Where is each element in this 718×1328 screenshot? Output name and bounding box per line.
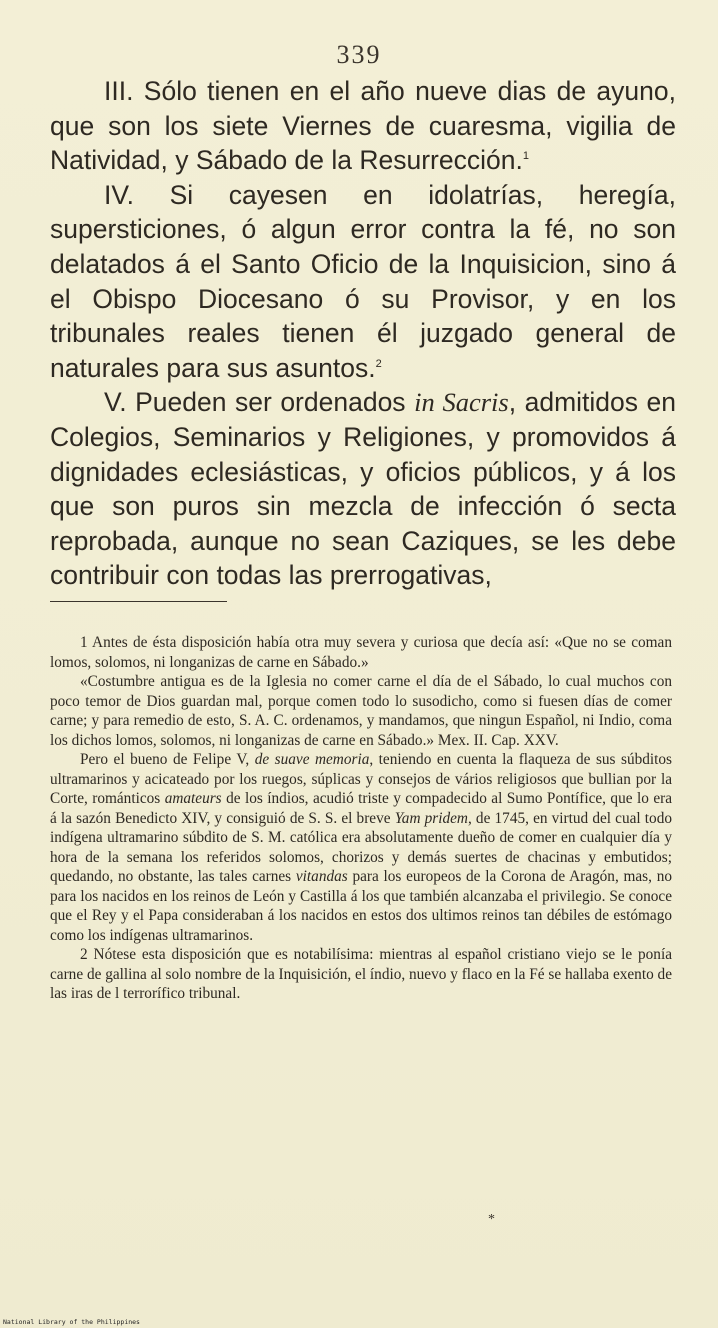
printer-mark: * bbox=[488, 1212, 495, 1227]
footnote-1-c-text-2: , teniendo en cuenta la flaqueza de sus súbditos ultramarinos y acicateado por los ruegos, súplicas y consejos de vários religiosos que bullian por la Corte, románticos bbox=[50, 751, 672, 807]
paragraph-v-text-after: , admitidos en Colegios, Seminarios y Religiones, y promovidos á dignidades eclesiásticas, y oficios públicos, y á los que son puros sin mezcla de infección ó secta reprobada, aunque no sean Caziques, se les debe contribuir con todas las prerrogativas, bbox=[50, 387, 676, 591]
paragraph-v-text-before: V. Pueden ser ordenados bbox=[104, 387, 415, 418]
main-text bbox=[50, 74, 676, 593]
paragraph-v-italic: in Sacris bbox=[414, 387, 509, 418]
paragraph-iii-text: III. Sólo tienen en el año nueve dias de ayuno, que son los siete Viernes de cuaresma, vigilia de Natividad, y Sábado de la Resurrección. bbox=[50, 76, 676, 176]
footnote-1-c-text-1: Pero el bueno de Felipe V, bbox=[80, 751, 255, 768]
footnote-1-part-b: «Costumbre antigua es de la Iglesia no comer carne el día de el Sábado, lo cual muchos con poco temor de Dios guardan mal, porque comen todo lo susodicho, como si fuesen días de comer carne; y para remedio de esto, S. A. C. ordenamos, y mandamos, que ningun Español, ni Indio, coma los dichos lomos, solomos, ni longanizas de carne en Sábado.» Mex. II. Cap. XXV. bbox=[50, 673, 672, 749]
footnote-1-part-a: 1 Antes de ésta disposición había otra muy severa y curiosa que decía así: «Que no se coman lomos, solomos, ni longanizas de carne en Sábado.» bbox=[50, 634, 672, 671]
footnote-1-c-text-5: para los europeos de la Corona de Aragón, mas, no para los nacidos en los reinos de León y Castilla á los que también alcanzaba el privilegio. Se conoce que el Rey y el Papa consideraban á los nacidos en estos dos ultimos reinos tan débiles de estómago como los indígenas ultramarinos. bbox=[50, 868, 672, 944]
paragraph-v bbox=[50, 385, 676, 593]
footnotes bbox=[50, 633, 672, 1004]
paragraph-iv bbox=[50, 178, 676, 386]
footnote-1-c-italic-2: amateurs bbox=[164, 790, 222, 807]
footnote-1-part-c bbox=[50, 750, 672, 945]
footnote-2: 2 Nótese esta disposición que es notabilísima: mientras al español cristiano viejo se le ponía carne de gallina al solo nombre de la Inquisición, el índio, nuevo y flaco en la Fé se hallaba exento de las iras de l terrorífico tribunal. bbox=[50, 946, 672, 1002]
paragraph-iv-text: IV. Si cayesen en idolatrías, heregía, supersticiones, ó algun error contra la fé, no son delatados á el Santo Oficio de la Inquisicion, sino á el Obispo Diocesano ó su Provisor, y en los tribunales reales tienen él juzgado general de naturales para sus asuntos. bbox=[50, 179, 676, 383]
footnote-1-c-text-3: de los índios, acudió triste y compadecido al Sumo Pontífice, que lo era á la sazón Benedicto XIV, y consiguió de S. S. el breve bbox=[50, 790, 672, 827]
footnote-1-c-italic-4: vitandas bbox=[295, 868, 348, 885]
footnote-ref-1: 1 bbox=[522, 150, 529, 163]
footnote-1-c-italic-3: Yam pridem bbox=[394, 809, 468, 827]
footnote-1-c-italic-1: de suave memoria bbox=[254, 751, 370, 768]
footnote-1-c-text-4: , de 1745, en virtud del cual todo indígena ultramarino súbdito de S. M. católica era absolutamente dueño de comer en cualquier día y hora de la semana los referidos solomos, chorizos y demás suertes de chacinas y embutidos; quedando, no obstante, las tales carnes bbox=[50, 809, 672, 885]
paragraph-iii bbox=[50, 74, 676, 178]
library-attribution: National Library of the Philippines bbox=[3, 1318, 140, 1326]
page-number: 339 bbox=[336, 40, 382, 69]
footnote-divider bbox=[50, 601, 227, 602]
footnote-ref-2: 2 bbox=[375, 357, 382, 370]
